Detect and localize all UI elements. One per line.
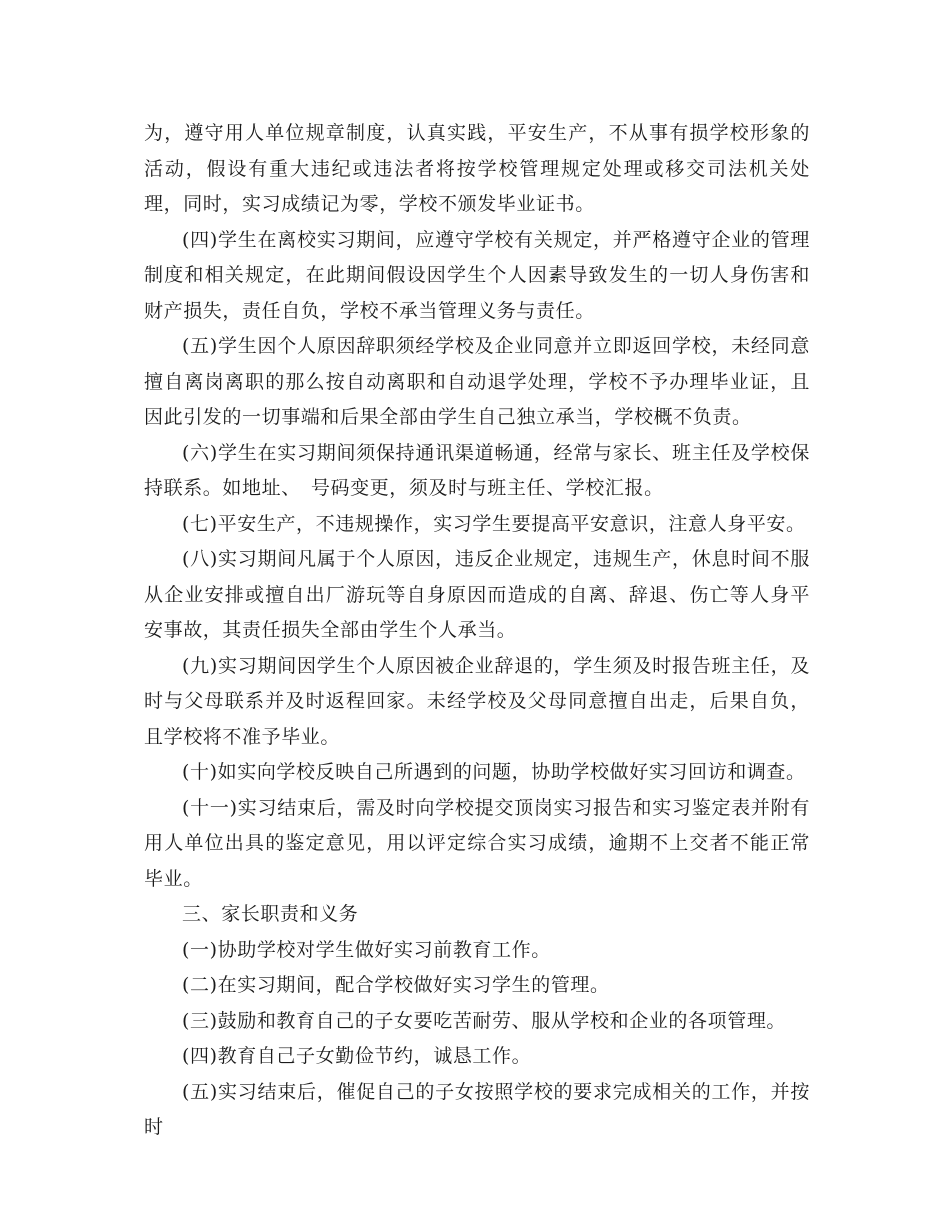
paragraph-parent-item-2: (二)在实习期间，配合学校做好实习学生的管理。 <box>182 974 610 996</box>
paragraph-item-11-report: (十一)实习结束后，需及时向学校提交顶岗实习报告和实习鉴定表并附有用人单位出具的鉴定意见，用以评定综合实习成绩，逾期不上交者不能正常毕业。 <box>144 796 810 890</box>
paragraph-parent-item-4: (四)教育自己子女勤俭节约，诚恳工作。 <box>182 1045 532 1067</box>
paragraph-item-7-safe-production: (七)平安生产，不违规操作，实习学生要提高平安意识，注意人身平安。 <box>182 512 806 535</box>
paragraph-item-4-student-safety: (四)学生在离校实习期间，应遵守学校有关规定，并严格遵守企业的管理制度和相关规定，在此期间假设因学生个人因素导致发生的一切人身伤害和财产损失，责任自负，学校不承当管理义务与责任。 <box>144 228 810 322</box>
paragraph-item-9-dismissal: (九)实习期间因学生个人原因被企业辞退的，学生须及时报告班主任，及时与父母联系并及时返程回家。未经学校及父母同意擅自出走，后果自负，且学校将不准予毕业。 <box>144 654 810 748</box>
paragraph-item-5-resignation: (五)学生因个人原因辞职须经学校及企业同意并立即返回学校，未经同意擅自离岗离职的那么按自动离职和自动退学处理，学校不予办理毕业证，且因此引发的一切事端和后果全部由学生自己独立承当，学校概不负责。 <box>144 335 810 428</box>
paragraph-item-10-feedback: (十)如实向学校反映自己所遇到的问题，协助学校做好实习回访和调查。 <box>182 761 806 783</box>
paragraph-parent-item-3: (三)鼓励和教育自己的子女要吃苦耐劳、服从学校和企业的各项管理。 <box>182 1009 787 1032</box>
paragraph-item-8-liability: (八)实习期间凡属于个人原因，违反企业规定，违规生产，休息时间不服从企业安排或擅自出厂游玩等自身原因而造成的自离、辞退、伤亡等人身平安事故，其责任损失全部由学生个人承当。 <box>144 548 810 641</box>
paragraph-item-6-communication: (六)学生在实习期间须保持通讯渠道畅通，经常与家长、班主任及学校保持联系。如地址、 号码变更，须及时与班主任、学校汇报。 <box>144 441 810 499</box>
paragraph-parent-item-1: (一)协助学校对学生做好实习前教育工作。 <box>182 938 551 961</box>
paragraph-parent-item-5: (五)实习结束后，催促自己的子女按照学校的要求完成相关的工作，并按时 <box>144 1080 810 1138</box>
section-heading-parent-duties: 三、家长职责和义务 <box>182 903 359 925</box>
document-body <box>144 116 810 1146</box>
paragraph-continued-conduct: 为，遵守用人单位规章制度，认真实践，平安生产，不从事有损学校形象的活动，假设有重大违纪或违法者将按学校管理规定处理或移交司法机关处理，同时，实习成绩记为零，学校不颁发毕业证书。 <box>144 122 810 215</box>
